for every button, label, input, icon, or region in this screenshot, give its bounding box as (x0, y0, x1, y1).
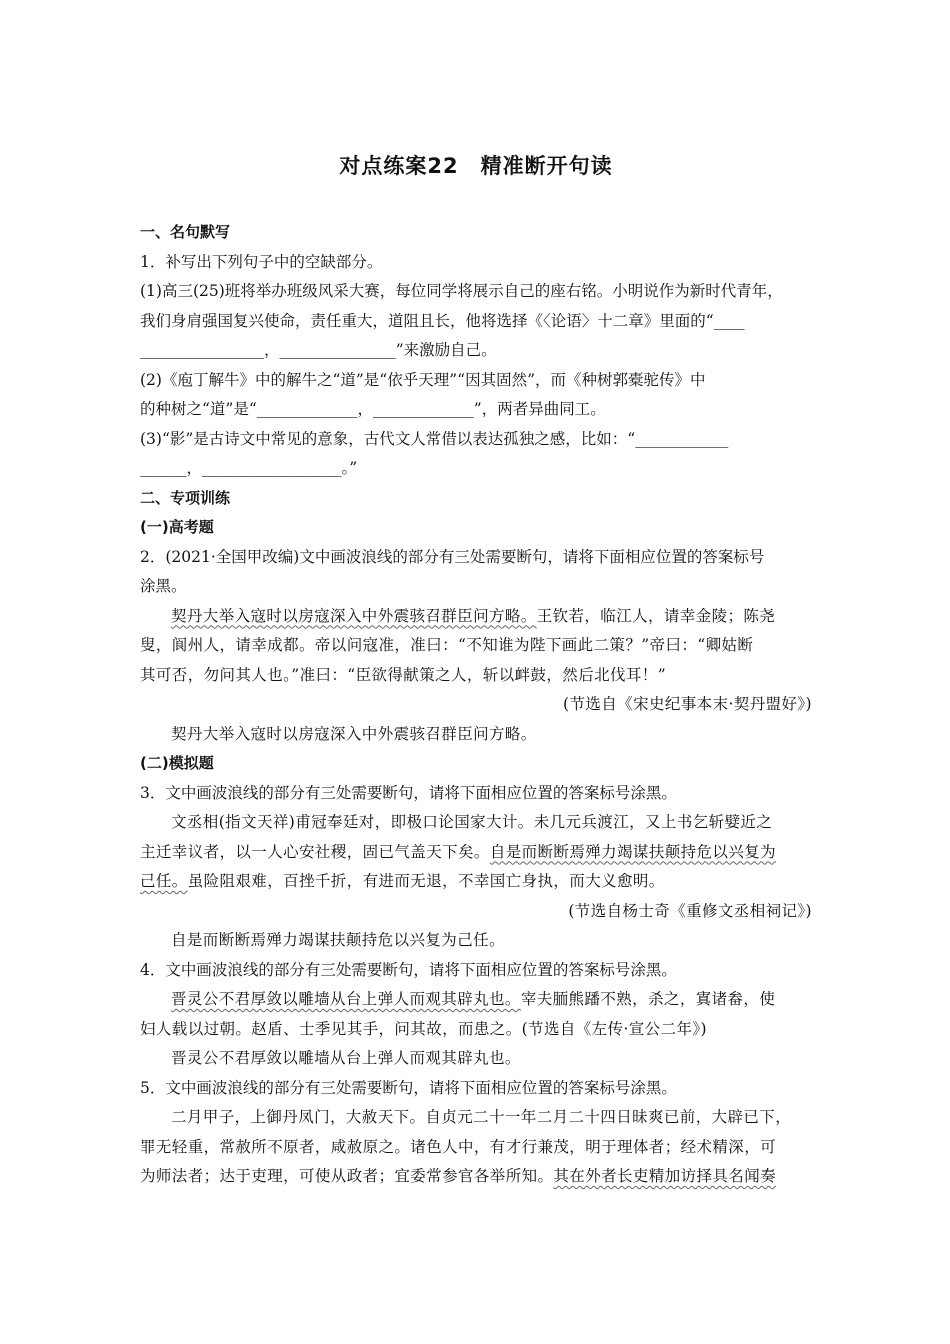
q3-source: (节选自杨士奇《重修文丞相祠记》) (568, 901, 812, 920)
wavy-underlined-text: 契丹大举入寇时以房寇深入中外震骇召群臣问方略。 (171, 606, 537, 625)
document-body (140, 150, 812, 1192)
q3-answer-line: 自是而断断焉殚力竭谋扶颠持危以兴复为己任。 (171, 931, 505, 949)
question-2-intro: 涂黑。 (140, 577, 187, 595)
question-3-intro: 3．文中画波浪线的部分有三处需要断句，请将下面相应位置的答案标号涂黑。 (140, 783, 677, 802)
wavy-underlined-text: 自是而断断焉殚力竭谋扶颠持危以兴复为 (489, 842, 777, 861)
q2-passage-line: 叟，阆州人，请幸成都。帝以问寇准，准曰：“不知谁为陛下画此二策？”帝曰：“卿姑断 (140, 636, 754, 654)
question-1-intro: 1．补写出下列句子中的空缺部分。 (140, 252, 383, 271)
q5-passage-line: 罪无轻重，常赦所不原者，咸赦原之。诸色人中，有才行兼茂，明于理体者；经术精深，可 (140, 1137, 777, 1156)
q1-3-line: ______，__________________。” (140, 459, 358, 477)
q1-1-line: ________________，_______________”来激励自己。 (140, 341, 497, 359)
q4-passage-line: 妇人载以过朝。赵盾、士季见其手，问其故，而患之。(节选自《左传·宣公二年》) (140, 1019, 707, 1038)
q2-passage-line: 契丹大举入寇时以房寇深入中外震骇召群臣问方略。王钦若，临江人，请幸金陵；陈尧 (171, 606, 776, 625)
q5-passage-line: 二月甲子，上御丹凤门，大赦天下。自贞元二十一年二月二十四日昧爽已前，大辟已下， (171, 1108, 792, 1126)
subsection-heading-mock: (二)模拟题 (140, 754, 214, 772)
q3-passage-line: 己任。虽险阻艰难，百挫千折，有进而无退，不幸国亡身执，而大义愈明。 (140, 872, 665, 890)
question-4-intro: 4．文中画波浪线的部分有三处需要断句，请将下面相应位置的答案标号涂黑。 (140, 960, 677, 979)
q5-passage-line: 为师法者；达于吏理，可使从政者；宜委常参官各举所知。其在外者长吏精加访择具名闻奏 (140, 1167, 777, 1185)
question-5-intro: 5．文中画波浪线的部分有三处需要断句，请将下面相应位置的答案标号涂黑。 (140, 1078, 677, 1097)
page-title: 对点练案22 精准断开句读 (339, 154, 613, 178)
q2-passage-line: 其可否，勿问其人也。”准曰：“臣欲得献策之人，斩以衅鼓，然后北伐耳！” (140, 665, 667, 684)
q2-source: (节选自《宋史纪事本末·契丹盟好》) (563, 695, 812, 713)
q4-answer-line: 晋灵公不君厚敛以雕墙从台上弹人而观其辟丸也。 (171, 1049, 521, 1067)
q1-2-line: 的种树之“道”是“_____________，_____________”，两者异曲同工。 (140, 400, 606, 418)
wavy-underlined-text: 晋灵公不君厚敛以雕墙从台上弹人而观其辟丸也。 (171, 990, 521, 1008)
q1-2-line: (2)《庖丁解牛》中的解牛之“道”是“依乎天理”“因其固然”，而《种树郭橐驼传》中 (140, 370, 706, 389)
q1-3-line: (3)“影”是古诗文中常见的意象，古代文人常借以表达孤独之感，比如：“____________ (140, 429, 729, 448)
wavy-underlined-text: 己任。 (140, 872, 188, 890)
q3-passage-line: 文丞相(指文天祥)甫冠奉廷对，即极口论国家大计。未几元兵渡江，又上书乞斩嬖近之 (171, 813, 773, 831)
wavy-underlined-text: 其在外者长吏精加访择具名闻奏 (553, 1167, 777, 1185)
q4-passage-line: 晋灵公不君厚敛以雕墙从台上弹人而观其辟丸也。宰夫胹熊蹯不熟，杀之，寘诸畚，使 (171, 990, 776, 1008)
section-heading-1: 一、名句默写 (140, 223, 231, 241)
q3-passage-line: 主迁幸议者，以一人心安社稷，固已气盖天下矣。自是而断断焉殚力竭谋扶颠持危以兴复为 (140, 842, 777, 861)
subsection-heading-gaokao: (一)高考题 (140, 518, 214, 536)
q1-1-line: 我们身肩强国复兴使命，责任重大，道阻且长，他将选择《〈论语〉十二章》里面的“____ (140, 311, 745, 330)
q2-answer-line: 契丹大举入寇时以房寇深入中外震骇召群臣问方略。 (171, 724, 537, 743)
q1-1-line: (1)高三(25)班将举办班级风采大赛，每位同学将展示自己的座右铭。小明说作为新时代青年， (140, 282, 783, 300)
question-2-intro: 2．(2021·全国甲改编)文中画波浪线的部分有三处需要断句，请将下面相应位置的答案标号 (140, 547, 765, 566)
section-heading-2: 二、专项训练 (140, 488, 231, 507)
